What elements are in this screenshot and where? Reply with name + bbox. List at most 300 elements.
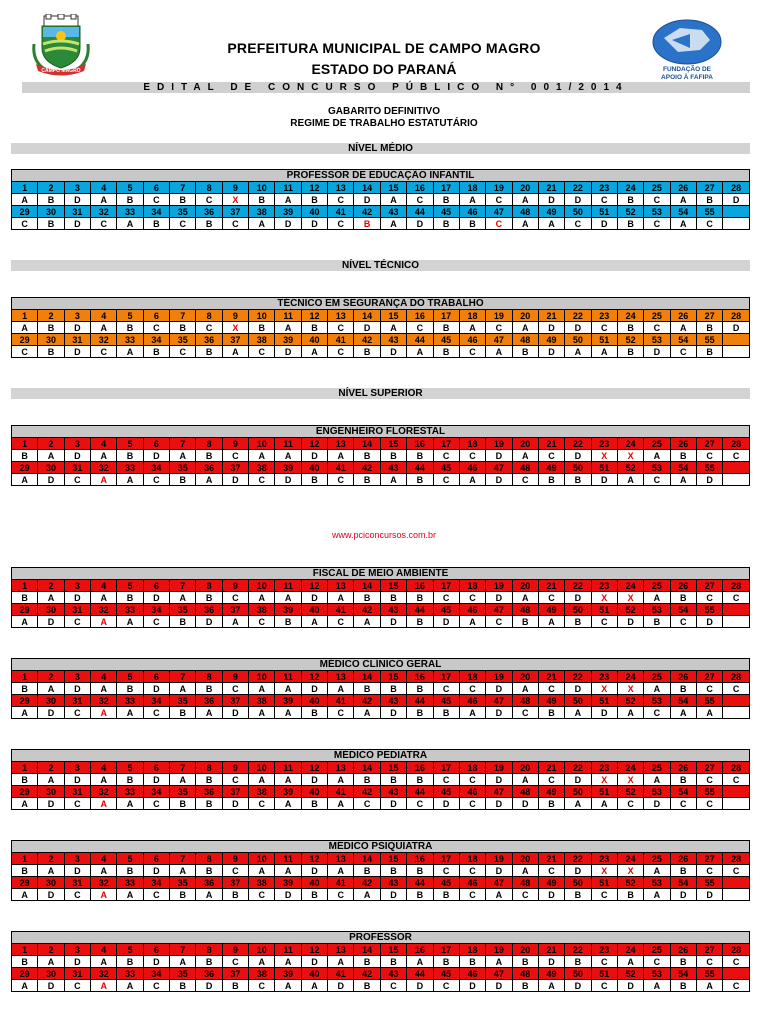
question-number: 25 xyxy=(644,438,670,450)
answer-cell: B xyxy=(301,474,327,486)
question-number: 52 xyxy=(617,786,643,798)
answer-cell: A xyxy=(538,616,564,628)
answer-cell: C xyxy=(433,474,459,486)
answer-cell: A xyxy=(328,774,354,786)
question-number: 46 xyxy=(459,695,485,707)
answer-cell: B xyxy=(117,683,143,695)
answer-cell: D xyxy=(644,798,670,810)
question-number: 32 xyxy=(91,695,117,707)
question-number: 23 xyxy=(591,853,617,865)
answer-cell: D xyxy=(486,683,512,695)
answer-cell: A xyxy=(91,798,117,810)
question-number: 16 xyxy=(407,580,433,592)
answer-cell: C xyxy=(459,346,485,358)
question-number: 20 xyxy=(512,580,538,592)
answer-cell: C xyxy=(591,322,617,334)
question-number: 48 xyxy=(512,968,538,980)
answer-cell: C xyxy=(670,616,696,628)
question-number: 1 xyxy=(12,438,38,450)
answer-cell: A xyxy=(328,592,354,604)
answer-cell: D xyxy=(64,592,90,604)
question-number: 53 xyxy=(644,695,670,707)
answer-cell: B xyxy=(170,194,196,206)
answer-cell: B xyxy=(170,889,196,901)
answer-cell: B xyxy=(301,707,327,719)
question-number: 36 xyxy=(196,462,222,474)
question-number: 17 xyxy=(433,310,459,322)
question-number: 7 xyxy=(170,762,196,774)
answer-cell: D xyxy=(38,707,64,719)
question-number: 27 xyxy=(696,671,722,683)
answer-cell: B xyxy=(117,956,143,968)
answer-cell: B xyxy=(512,346,538,358)
question-number: 16 xyxy=(407,310,433,322)
question-number: 2 xyxy=(38,438,64,450)
answer-cell: A xyxy=(222,616,248,628)
answer-cell: A xyxy=(644,889,670,901)
answer-cell: A xyxy=(354,707,380,719)
answer-cell: B xyxy=(433,322,459,334)
question-number: 8 xyxy=(196,853,222,865)
answer-cell: A xyxy=(12,474,38,486)
question-number: 12 xyxy=(301,853,327,865)
question-number: 30 xyxy=(38,462,64,474)
question-number: 17 xyxy=(433,438,459,450)
question-number: 25 xyxy=(644,310,670,322)
question-number: 47 xyxy=(486,695,512,707)
answer-cell: B xyxy=(433,218,459,230)
answer-cell: D xyxy=(196,616,222,628)
annulled-answer: X xyxy=(591,865,617,877)
question-number: 47 xyxy=(486,462,512,474)
exam-title: MÉDICO PSIQUIATRA xyxy=(12,841,750,853)
answer-cell: C xyxy=(249,616,275,628)
question-number: 29 xyxy=(12,695,38,707)
question-number: 5 xyxy=(117,310,143,322)
answer-key-table xyxy=(11,297,750,358)
question-number: 9 xyxy=(222,438,248,450)
question-number: 32 xyxy=(91,877,117,889)
question-number: 10 xyxy=(249,944,275,956)
answer-cell: D xyxy=(301,450,327,462)
answer-cell: D xyxy=(143,592,169,604)
annulled-answer: X xyxy=(591,774,617,786)
answer-cell: C xyxy=(433,683,459,695)
empty-cell xyxy=(723,877,750,889)
answer-cell: D xyxy=(222,707,248,719)
answer-cell: C xyxy=(459,592,485,604)
question-number: 48 xyxy=(512,695,538,707)
question-number: 23 xyxy=(591,762,617,774)
answer-cell: B xyxy=(407,450,433,462)
answer-cell: A xyxy=(275,774,301,786)
question-number: 44 xyxy=(407,786,433,798)
answer-cell: A xyxy=(249,218,275,230)
question-number: 39 xyxy=(275,786,301,798)
question-number: 37 xyxy=(222,334,248,346)
question-number: 27 xyxy=(696,310,722,322)
question-number: 4 xyxy=(91,580,117,592)
question-number: 11 xyxy=(275,671,301,683)
answer-cell: C xyxy=(222,683,248,695)
answer-cell: D xyxy=(565,774,591,786)
answer-cell: D xyxy=(301,956,327,968)
answer-cell: D xyxy=(64,450,90,462)
question-number: 51 xyxy=(591,206,617,218)
question-number: 45 xyxy=(433,206,459,218)
answer-cell: B xyxy=(670,774,696,786)
exam-title: PROFESSOR DE EDUCAÇÃO INFANTIL xyxy=(12,170,750,182)
question-number: 7 xyxy=(170,182,196,194)
answer-cell: C xyxy=(249,346,275,358)
answer-cell: B xyxy=(38,218,64,230)
question-number: 5 xyxy=(117,438,143,450)
answer-cell: A xyxy=(565,707,591,719)
exam-title: FISCAL DE MEIO AMBIENTE xyxy=(12,568,750,580)
answer-cell: B xyxy=(670,592,696,604)
answer-cell: A xyxy=(91,889,117,901)
answer-cell: B xyxy=(196,865,222,877)
annulled-answer: X xyxy=(617,774,643,786)
question-number: 33 xyxy=(117,786,143,798)
answer-cell: A xyxy=(275,592,301,604)
question-number: 40 xyxy=(301,695,327,707)
answer-cell: D xyxy=(143,450,169,462)
question-number: 36 xyxy=(196,604,222,616)
answer-cell: C xyxy=(328,474,354,486)
answer-cell: C xyxy=(12,346,38,358)
answer-cell: A xyxy=(38,592,64,604)
answer-cell: A xyxy=(249,774,275,786)
answer-cell: C xyxy=(644,194,670,206)
answer-cell: C xyxy=(222,592,248,604)
question-number: 24 xyxy=(617,762,643,774)
question-number: 5 xyxy=(117,182,143,194)
answer-cell: A xyxy=(459,322,485,334)
answer-cell: D xyxy=(380,798,406,810)
empty-cell xyxy=(723,334,750,346)
question-number: 53 xyxy=(644,334,670,346)
answer-cell: C xyxy=(170,218,196,230)
question-number: 3 xyxy=(64,853,90,865)
answer-cell: B xyxy=(459,218,485,230)
question-number: 13 xyxy=(328,762,354,774)
question-number: 10 xyxy=(249,182,275,194)
answer-key-table xyxy=(11,169,750,230)
question-number: 33 xyxy=(117,695,143,707)
answer-cell: A xyxy=(91,450,117,462)
question-number: 51 xyxy=(591,968,617,980)
answer-cell: A xyxy=(91,774,117,786)
answer-cell: D xyxy=(617,616,643,628)
question-number: 28 xyxy=(723,182,750,194)
question-number: 41 xyxy=(328,462,354,474)
empty-cell xyxy=(723,889,750,901)
answer-cell: A xyxy=(565,346,591,358)
answer-cell: C xyxy=(538,592,564,604)
question-number: 37 xyxy=(222,206,248,218)
question-number: 43 xyxy=(380,206,406,218)
answer-cell: B xyxy=(617,322,643,334)
answer-cell: C xyxy=(644,474,670,486)
answer-cell: C xyxy=(196,322,222,334)
question-number: 19 xyxy=(486,762,512,774)
answer-cell: B xyxy=(433,346,459,358)
answer-cell: A xyxy=(117,616,143,628)
answer-cell: B xyxy=(407,616,433,628)
question-number: 49 xyxy=(538,968,564,980)
answer-cell: D xyxy=(486,980,512,992)
question-number: 38 xyxy=(249,462,275,474)
answer-cell: A xyxy=(275,194,301,206)
answer-cell: C xyxy=(433,774,459,786)
answer-cell: D xyxy=(486,450,512,462)
answer-cell: D xyxy=(64,865,90,877)
answer-cell: C xyxy=(328,346,354,358)
question-number: 1 xyxy=(12,580,38,592)
answer-cell: D xyxy=(64,322,90,334)
answer-cell: D xyxy=(301,218,327,230)
question-number: 12 xyxy=(301,310,327,322)
question-number: 30 xyxy=(38,695,64,707)
answer-cell: B xyxy=(222,980,248,992)
answer-cell: A xyxy=(275,956,301,968)
answer-cell: A xyxy=(249,707,275,719)
answer-cell: A xyxy=(301,616,327,628)
answer-cell: D xyxy=(486,592,512,604)
question-number: 30 xyxy=(38,968,64,980)
question-number: 40 xyxy=(301,462,327,474)
question-number: 16 xyxy=(407,438,433,450)
answer-cell: A xyxy=(196,474,222,486)
question-number: 17 xyxy=(433,182,459,194)
answer-cell: D xyxy=(38,616,64,628)
answer-cell: B xyxy=(222,889,248,901)
question-number: 41 xyxy=(328,786,354,798)
question-number: 23 xyxy=(591,438,617,450)
logo-caption-2: APOIO À FAFIPA xyxy=(661,74,713,81)
answer-cell: C xyxy=(696,774,722,786)
answer-cell: C xyxy=(723,592,750,604)
answer-cell: C xyxy=(459,683,485,695)
answer-cell: C xyxy=(459,865,485,877)
question-number: 43 xyxy=(380,462,406,474)
answer-cell: D xyxy=(38,980,64,992)
answer-cell: D xyxy=(538,322,564,334)
exam-title: TÉCNICO EM SEGURANÇA DO TRABALHO xyxy=(12,298,750,310)
answer-cell: B xyxy=(170,322,196,334)
question-number: 54 xyxy=(670,462,696,474)
question-number: 19 xyxy=(486,853,512,865)
answer-cell: B xyxy=(354,346,380,358)
answer-cell: A xyxy=(91,980,117,992)
answer-cell: B xyxy=(117,774,143,786)
answer-cell: B xyxy=(196,798,222,810)
answer-cell: C xyxy=(512,707,538,719)
answer-cell: B xyxy=(12,774,38,786)
question-number: 55 xyxy=(696,604,722,616)
empty-cell xyxy=(723,604,750,616)
answer-cell: A xyxy=(512,218,538,230)
answer-cell: B xyxy=(170,980,196,992)
question-number: 34 xyxy=(143,462,169,474)
answer-cell: C xyxy=(328,322,354,334)
question-number: 47 xyxy=(486,604,512,616)
question-number: 16 xyxy=(407,671,433,683)
answer-cell: A xyxy=(275,865,301,877)
question-number: 33 xyxy=(117,462,143,474)
answer-cell: A xyxy=(91,865,117,877)
question-number: 50 xyxy=(565,206,591,218)
question-number: 16 xyxy=(407,762,433,774)
question-number: 15 xyxy=(380,762,406,774)
answer-cell: A xyxy=(617,474,643,486)
answer-cell: C xyxy=(617,798,643,810)
question-number: 48 xyxy=(512,877,538,889)
question-number: 14 xyxy=(354,182,380,194)
question-number: 5 xyxy=(117,944,143,956)
question-number: 2 xyxy=(38,182,64,194)
question-number: 28 xyxy=(723,310,750,322)
question-number: 21 xyxy=(538,853,564,865)
question-number: 18 xyxy=(459,671,485,683)
question-number: 10 xyxy=(249,762,275,774)
question-number: 31 xyxy=(64,695,90,707)
answer-cell: D xyxy=(64,683,90,695)
question-number: 54 xyxy=(670,695,696,707)
answer-cell: B xyxy=(670,450,696,462)
question-number: 48 xyxy=(512,334,538,346)
answer-cell: A xyxy=(538,980,564,992)
annulled-answer: X xyxy=(591,683,617,695)
answer-cell: D xyxy=(301,865,327,877)
answer-cell: C xyxy=(143,707,169,719)
question-number: 42 xyxy=(354,695,380,707)
question-number: 8 xyxy=(196,944,222,956)
answer-cell: D xyxy=(275,346,301,358)
question-number: 4 xyxy=(91,944,117,956)
empty-cell xyxy=(723,786,750,798)
question-number: 5 xyxy=(117,671,143,683)
question-number: 6 xyxy=(143,853,169,865)
question-number: 26 xyxy=(670,580,696,592)
question-number: 18 xyxy=(459,580,485,592)
question-number: 32 xyxy=(91,462,117,474)
question-number: 6 xyxy=(143,438,169,450)
question-number: 44 xyxy=(407,968,433,980)
answer-cell: A xyxy=(38,683,64,695)
answer-cell: D xyxy=(538,889,564,901)
question-number: 21 xyxy=(538,182,564,194)
question-number: 40 xyxy=(301,786,327,798)
question-number: 31 xyxy=(64,206,90,218)
answer-cell: D xyxy=(486,707,512,719)
question-number: 44 xyxy=(407,462,433,474)
answer-cell: A xyxy=(38,450,64,462)
question-number: 2 xyxy=(38,944,64,956)
answer-cell: A xyxy=(91,322,117,334)
question-number: 26 xyxy=(670,182,696,194)
question-number: 11 xyxy=(275,438,301,450)
answer-cell: A xyxy=(512,683,538,695)
question-number: 8 xyxy=(196,762,222,774)
empty-cell xyxy=(723,462,750,474)
question-number: 31 xyxy=(64,604,90,616)
question-number: 7 xyxy=(170,853,196,865)
question-number: 23 xyxy=(591,944,617,956)
question-number: 22 xyxy=(565,310,591,322)
question-number: 14 xyxy=(354,944,380,956)
question-number: 8 xyxy=(196,580,222,592)
answer-cell: C xyxy=(565,218,591,230)
question-number: 39 xyxy=(275,695,301,707)
question-number: 37 xyxy=(222,695,248,707)
question-number: 43 xyxy=(380,334,406,346)
question-number: 38 xyxy=(249,206,275,218)
question-number: 49 xyxy=(538,695,564,707)
answer-cell: C xyxy=(222,956,248,968)
question-number: 15 xyxy=(380,580,406,592)
answer-cell: D xyxy=(38,798,64,810)
answer-cell: B xyxy=(565,474,591,486)
answer-cell: A xyxy=(117,707,143,719)
answer-cell: A xyxy=(512,322,538,334)
question-number: 21 xyxy=(538,944,564,956)
question-number: 27 xyxy=(696,853,722,865)
answer-cell: B xyxy=(38,194,64,206)
question-number: 53 xyxy=(644,877,670,889)
answer-cell: B xyxy=(617,218,643,230)
question-number: 32 xyxy=(91,786,117,798)
answer-cell: A xyxy=(328,865,354,877)
question-number: 40 xyxy=(301,968,327,980)
question-number: 22 xyxy=(565,438,591,450)
answer-cell: A xyxy=(512,865,538,877)
answer-cell: A xyxy=(486,956,512,968)
question-number: 35 xyxy=(170,206,196,218)
municipality-title: PREFEITURA MUNICIPAL DE CAMPO MAGRO xyxy=(227,40,541,56)
answer-cell: D xyxy=(538,346,564,358)
empty-cell xyxy=(723,968,750,980)
question-number: 29 xyxy=(12,968,38,980)
answer-cell: A xyxy=(38,956,64,968)
answer-cell: B xyxy=(143,346,169,358)
question-number: 38 xyxy=(249,334,275,346)
question-number: 20 xyxy=(512,944,538,956)
answer-cell: B xyxy=(38,346,64,358)
question-number: 52 xyxy=(617,334,643,346)
answer-cell: D xyxy=(354,322,380,334)
answer-cell: D xyxy=(433,798,459,810)
question-number: 31 xyxy=(64,786,90,798)
question-number: 1 xyxy=(12,944,38,956)
answer-cell: A xyxy=(301,346,327,358)
question-number: 47 xyxy=(486,968,512,980)
answer-cell: B xyxy=(433,956,459,968)
question-number: 41 xyxy=(328,334,354,346)
question-number: 30 xyxy=(38,877,64,889)
answer-cell: B xyxy=(407,774,433,786)
question-number: 34 xyxy=(143,968,169,980)
question-number: 46 xyxy=(459,877,485,889)
question-number: 44 xyxy=(407,877,433,889)
answer-cell: C xyxy=(91,218,117,230)
answer-cell: D xyxy=(565,592,591,604)
question-number: 51 xyxy=(591,604,617,616)
answer-cell: B xyxy=(117,865,143,877)
question-number: 30 xyxy=(38,786,64,798)
annulled-answer: X xyxy=(591,450,617,462)
